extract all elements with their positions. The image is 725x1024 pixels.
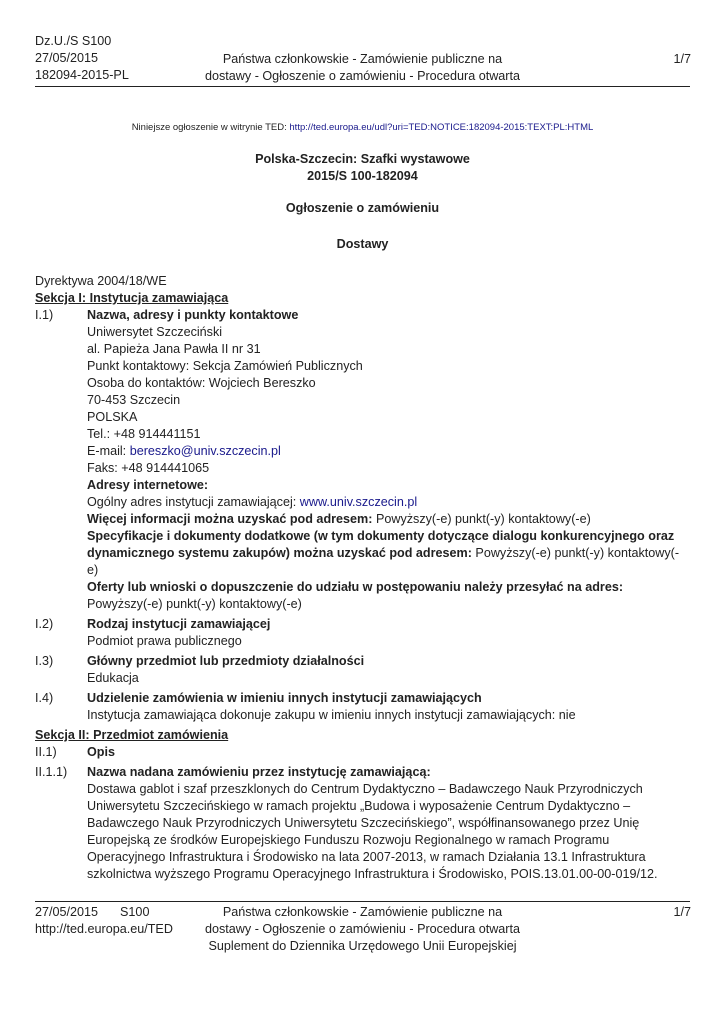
email-link[interactable]: bereszko@univ.szczecin.pl: [129, 444, 281, 458]
item-number: II.1): [35, 745, 57, 759]
contact-line: 70-453 Szczecin: [87, 393, 181, 407]
item-i4: [35, 690, 690, 724]
web-label: Ogólny adres instytucji zamawiającej:: [87, 495, 300, 509]
offers-line: [87, 579, 690, 613]
item-i2: [35, 616, 690, 650]
contact-line: POLSKA: [87, 410, 138, 424]
item-value: Instytucja zamawiająca dokonuje zakupu w imieniu innych instytucji zamawiających: nie: [87, 708, 576, 722]
footer-title: [195, 904, 530, 955]
email-line: [87, 443, 690, 460]
item-ii11: [35, 764, 690, 883]
header-title-line2: dostawy - Ogłoszenie o zamówieniu - Procedura otwarta: [205, 69, 520, 83]
more-info-value: Powyższy(-e) punkt(-y) kontaktowy(-e): [372, 512, 591, 526]
item-number: I.4): [35, 691, 54, 705]
more-info-line: [87, 511, 690, 528]
specifications-value: Powyższy(-e) punkt(-y) kontaktowy(-e): [87, 546, 680, 577]
specifications-label: Specyfikacje i dokumenty dodatkowe (w tym dokumenty dotyczące dialogu konkurencyjnego oraz dynamicznego systemu zakupów) można uzyskać pod adresem:: [87, 529, 675, 560]
more-info-label: Więcej informacji można uzyskać pod adresem:: [87, 512, 373, 526]
document-title-text: Polska-Szczecin: Szafki wystawowe: [255, 152, 470, 166]
item-i3: [35, 653, 690, 687]
specifications-line: [87, 528, 690, 579]
item-title: Nazwa nadana zamówieniu przez instytucję zamawiającą:: [87, 765, 431, 779]
footer-page-number: 1/7: [673, 905, 691, 919]
fax-line: Faks: +48 914441065: [87, 461, 210, 475]
footer-line2: dostawy - Ogłoszenie o zamówieniu - Procedura otwarta: [205, 922, 520, 936]
section-1-heading: Sekcja I: Instytucja zamawiająca: [35, 291, 229, 305]
document-category: Dostawy: [336, 237, 389, 251]
header-page-number: 1/7: [673, 52, 691, 66]
footer-line1: Państwa członkowskie - Zamówienie publiczne na: [222, 905, 503, 919]
ted-notice-prefix: Niniejsze ogłoszenie w witrynie TED:: [131, 122, 290, 133]
document-type: Ogłoszenie o zamówieniu: [285, 201, 440, 215]
offers-value: Powyższy(-e) punkt(-y) kontaktowy(-e): [87, 597, 302, 611]
header-ref: Dz.U./S S100: [35, 34, 112, 48]
contact-line: Uniwersytet Szczeciński: [87, 325, 223, 339]
item-value: Podmiot prawa publicznego: [87, 634, 242, 648]
document-title: [0, 151, 725, 185]
footer-date: 27/05/2015: [35, 905, 99, 919]
item-number: I.3): [35, 654, 54, 668]
footer-meta: [35, 904, 173, 938]
ted-notice: [0, 122, 725, 133]
ted-notice-link[interactable]: http://ted.europa.eu/udl?uri=TED:NOTICE:182094-2015:TEXT:PL:HTML: [289, 122, 594, 133]
header-date: 27/05/2015: [35, 51, 99, 65]
footer-ref: S100: [120, 905, 150, 919]
item-title: Nazwa, adresy i punkty kontaktowe: [87, 308, 299, 322]
web-heading: Adresy internetowe:: [87, 478, 209, 492]
offers-label: Oferty lub wnioski o dopuszczenie do udziału w postępowaniu należy przesyłać na adres:: [87, 580, 624, 594]
web-link[interactable]: www.univ.szczecin.pl: [299, 495, 418, 509]
item-number: I.1): [35, 308, 54, 322]
item-title: Opis: [87, 745, 115, 759]
contact-line: Tel.: +48 914441151: [87, 427, 201, 441]
contact-line: Punkt kontaktowy: Sekcja Zamówień Publicznych: [87, 359, 363, 373]
footer-line3: Suplement do Dziennika Urzędowego Unii Europejskiej: [208, 939, 517, 953]
item-i1: [35, 307, 690, 613]
header-divider: [35, 86, 690, 87]
item-number: II.1.1): [35, 765, 68, 779]
footer-divider: [35, 901, 690, 902]
item-title: Główny przedmiot lub przedmioty działalności: [87, 654, 365, 668]
contact-line: al. Papieża Jana Pawła II nr 31: [87, 342, 261, 356]
footer-url: http://ted.europa.eu/TED: [35, 922, 173, 936]
header-doc-id: 182094-2015-PL: [35, 68, 129, 82]
email-label: E-mail:: [87, 444, 130, 458]
document-body: [35, 273, 690, 883]
item-value: Dostawa gablot i szaf przeszklonych do Centrum Dydaktyczno – Badawczego Nauk Przyrodniczych Uniwersytetu Szczecińskiego w ramach projektu „Budowa i wyposażenie Centrum Dydaktyczno – Badawczego Nauk Przyrodniczych Uniwersytetu Szczecińskiego”, współfinansowanego przez Unię Europejską ze środków Europejskiego Funduszu Rozwoju Regionalnego w ramach Programu Operacyjnego Infrastruktura i Środowisko na lata 2007-2013, w ramach Działania 13.1 Infrastruktura szkolnictwa wyższego Programu Operacyjnego Infrastruktura i Środowisko, POIS.13.01.00-00-019/12.: [87, 782, 658, 881]
section-2-heading: Sekcja II: Przedmiot zamówienia: [35, 728, 229, 742]
item-ii1: [35, 744, 690, 761]
document-number: 2015/S 100-182094: [307, 169, 418, 183]
header-title: [195, 51, 530, 85]
header-meta: [35, 33, 129, 84]
web-line: [87, 494, 690, 511]
item-title: Udzielenie zamówienia w imieniu innych instytucji zamawiających: [87, 691, 482, 705]
contact-line: Osoba do kontaktów: Wojciech Bereszko: [87, 376, 316, 390]
item-value: Edukacja: [87, 671, 139, 685]
header-title-line1: Państwa członkowskie - Zamówienie publiczne na: [222, 52, 503, 66]
directive: Dyrektywa 2004/18/WE: [35, 274, 167, 288]
item-title: Rodzaj instytucji zamawiającej: [87, 617, 271, 631]
item-number: I.2): [35, 617, 54, 631]
